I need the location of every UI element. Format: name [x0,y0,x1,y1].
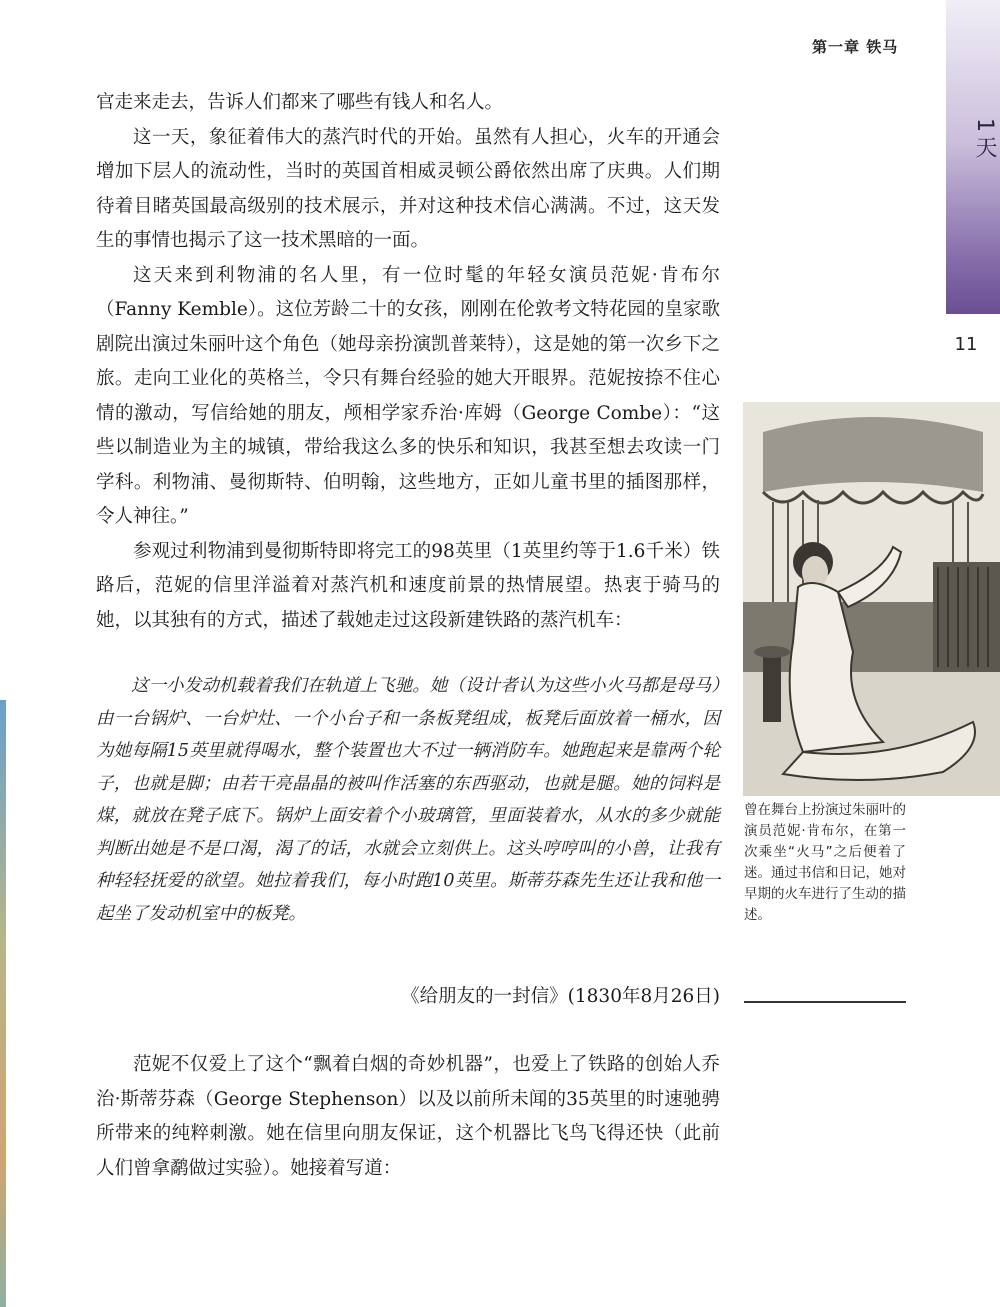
letter-quote [96,670,720,930]
paragraph: 官走来走去，告诉人们都来了哪些有钱人和名人。 [96,92,504,113]
figure-caption: 曾在舞台上扮演过朱丽叶的演员范妮·肯布尔，在第一次乘坐“火马”之后便着了迷。通过书信和日记，她对早期的火车进行了生动的描述。 [744,802,906,923]
quote-source: 《给朋友的一封信》(1830年8月26日) [401,986,720,1007]
chapter-header: 第一章 铁马 [812,38,899,56]
fanny-kemble-illustration [743,402,1000,796]
caption-divider [744,1001,906,1003]
paragraph: 这一天，象征着伟大的蒸汽时代的开始。虽然有人担心，火车的开通会增加下层人的流动性，当时的英国首相威灵顿公爵依然出席了庆典。人们期待着目睹英国最高级别的技术展示，并对这种技术信心满满。不过，这天发生的事情也揭示了这一技术黑暗的一面。 [96,126,720,251]
paragraph: 范妮不仅爱上了这个“飘着白烟的奇妙机器”，也爱上了铁路的创始人乔治·斯蒂芬森（George Stephenson）以及以前所未闻的35英里的时速驰骋所带来的纯粹刺激。她在信里向朋友保证，这个机器比飞鸟飞得还快（此前人们曾拿鹬做过实验）。她接着写道： [96,1054,720,1179]
quote-text: 这一小发动机载着我们在轨道上飞驰。她（设计者认为这些小火马都是母马）由一台锅炉、一台炉灶、一个小台子和一条板凳组成，板凳后面放着一桶水，因为她每隔15英里就得喝水，整个装置也大不过一辆消防车。她跑起来是靠两个轮子，也就是脚；由若干亮晶晶的被叫作活塞的东西驱动，也就是腿。她的饲料是煤，就放在凳子底下。锅炉上面安着个小玻璃管，里面装着水，从水的多少就能判断出她是不是口渴，渴了的话，水就会立刻供上。这头哼哼叫的小兽，让我有种轻轻抚爱的欲望。她拉着我们，每小时跑10英里。斯蒂芬森先生还让我和他一起坐了发动机室中的板凳。 [96,676,720,924]
side-tab [946,0,1000,314]
main-text-column [96,86,720,638]
left-edge-strip [0,700,6,1307]
side-tab-label: 1天 [972,118,997,162]
engraving-image [743,402,1000,796]
bottom-text-column [96,1048,720,1186]
paragraph: 这天来到利物浦的名人里，有一位时髦的年轻女演员范妮·肯布尔（Fanny Kemble）。这位芳龄二十的女孩，刚刚在伦敦考文特花园的皇家歌剧院出演过朱丽叶这个角色（她母亲扮演凯普莱特），这是她的第一次乡下之旅。走向工业化的英格兰，令只有舞台经验的她大开眼界。范妮按捺不住心情的激动，写信给她的朋友，颅相学家乔治·库姆（George Combe）：“这些以制造业为主的城镇，带给我这么多的快乐和知识，我甚至想去攻读一门学科。利物浦、曼彻斯特、伯明翰，这些地方，正如儿童书里的插图那样，令人神往。” [96,264,720,527]
paragraph: 参观过利物浦到曼彻斯特即将完工的98英里（1英里约等于1.6千米）铁路后，范妮的信里洋溢着对蒸汽机和速度前景的热情展望。热衷于骑马的她，以其独有的方式，描述了载她走过这段新建铁路的蒸汽机车： [96,540,720,631]
page-number: 11 [954,334,978,355]
